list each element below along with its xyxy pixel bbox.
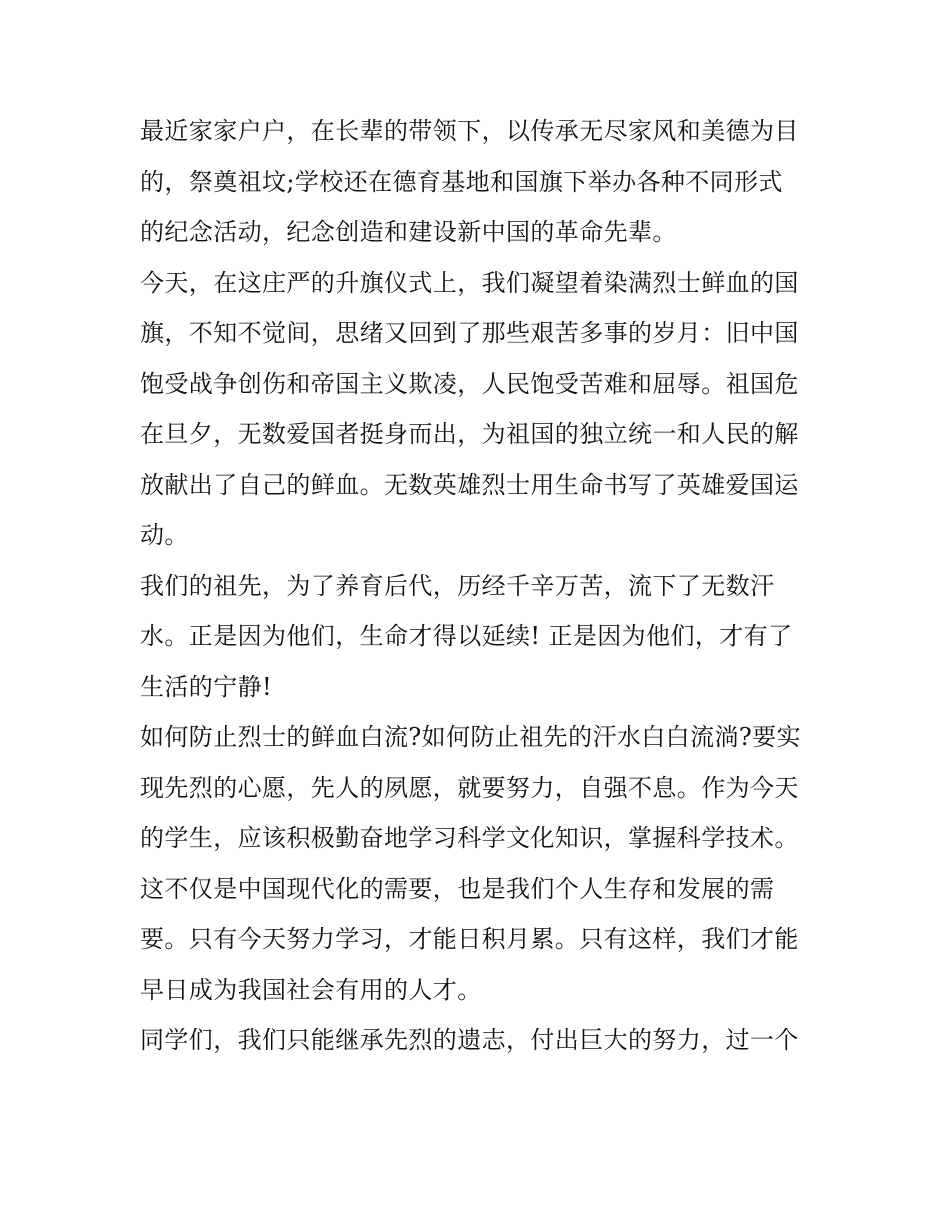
text-line: 旗，不知不觉间，思绪又回到了那些艰苦多事的岁月：旧中国	[140, 319, 799, 347]
text-line: 如何防止烈士的鲜血白流?如何防止祖先的汗水白白流淌?要实	[140, 723, 801, 751]
text-line: 这不仅是中国现代化的需要，也是我们个人生存和发展的需	[140, 874, 775, 903]
text-line: 我们的祖先，为了养育后代，历经千辛万苦，流下了无数汗	[140, 571, 775, 600]
text-line: 的，祭奠祖坟;学校还在德育基地和国旗下举办各种不同形式	[140, 167, 783, 196]
text-line: 水。正是因为他们，生命才得以延续! 正是因为他们，才有了	[140, 622, 793, 650]
text-line: 生活的宁静!	[140, 672, 273, 701]
text-line: 现先烈的心愿，先人的夙愿，就要努力，自强不息。作为今天	[140, 773, 799, 802]
text-line: 放献出了自己的鲜血。无数英雄烈士用生命书写了英雄爱国运	[140, 470, 799, 499]
text-line: 的纪念活动，纪念创造和建设新中国的革命先辈。	[140, 218, 677, 246]
text-line: 最近家家户户，在长辈的带领下，以传承无尽家风和美德为目	[140, 117, 799, 145]
text-line: 同学们，我们只能继承先烈的遗志，付出巨大的努力，过一个	[140, 1026, 799, 1054]
text-line: 要。只有今天努力学习，才能日积月累。只有这样，我们才能	[140, 925, 799, 953]
text-line: 饱受战争创伤和帝国主义欺凌，人民饱受苦难和屈辱。祖国危	[140, 369, 799, 398]
text-line: 动。	[140, 521, 189, 549]
document-body	[140, 106, 820, 1066]
text-line: 早日成为我国社会有用的人才。	[140, 975, 482, 1004]
text-line: 今天，在这庄严的升旗仪式上，我们凝望着染满烈士鲜血的国	[140, 268, 799, 297]
text-line: 在旦夕，无数爱国者挺身而出，为祖国的独立统一和人民的解	[140, 420, 799, 448]
text-line: 的学生，应该积极勤奋地学习科学文化知识，掌握科学技术。	[140, 824, 799, 852]
